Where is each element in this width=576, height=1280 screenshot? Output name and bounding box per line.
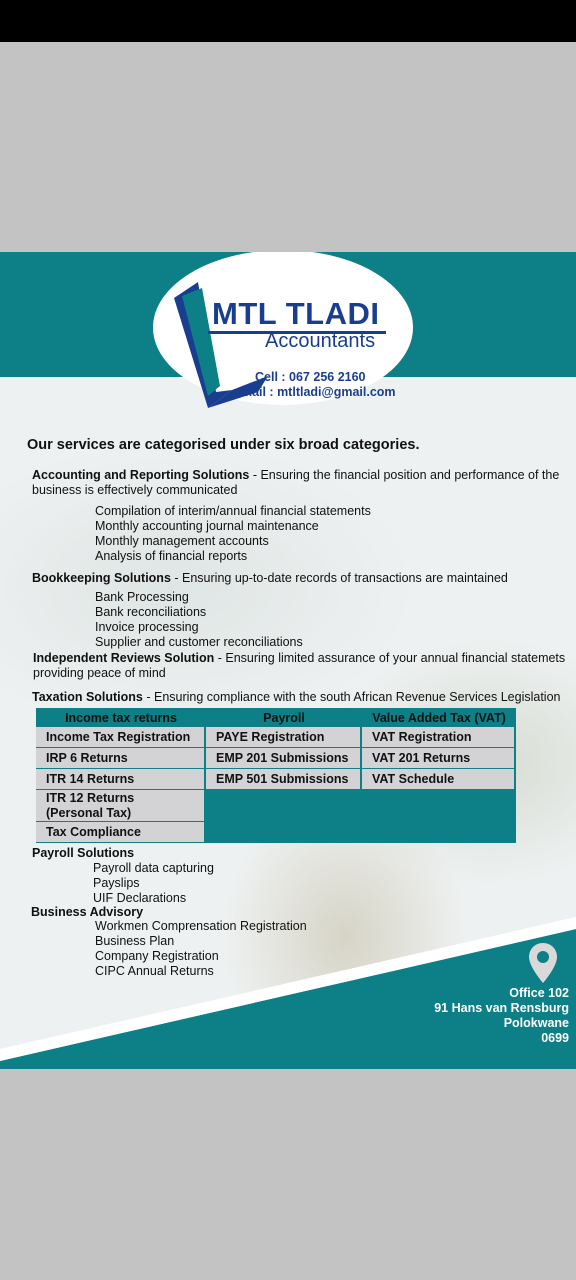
contact-email: email : mtltladi@gmail.com (234, 385, 396, 399)
list-item: Monthly management accounts (95, 534, 269, 548)
payroll-title: Payroll Solutions (32, 846, 135, 860)
list-item: Payroll data capturing (93, 861, 214, 875)
reviews-title: Independent Reviews Solution (33, 651, 215, 665)
flyer (0, 252, 576, 1069)
list-item: Compilation of interim/annual financial statements (95, 504, 371, 518)
taxation-table (36, 708, 516, 843)
table-header-row (36, 708, 516, 727)
table-cell: Income Tax Registration (36, 727, 206, 748)
table-cell: EMP 201 Submissions (206, 748, 362, 769)
reviews-desc: - Ensuring limited assurance of your annual financial statemets providing peace of mind (33, 651, 566, 680)
taxation-section (32, 690, 560, 705)
table-cell: ITR 14 Returns (36, 769, 206, 790)
table-row (36, 748, 516, 769)
table-cell: EMP 501 Submissions (206, 769, 362, 790)
status-bar (0, 0, 576, 42)
table-row (36, 769, 516, 790)
table-row (36, 727, 516, 748)
intro-heading: Our services are categorised under six broad categories. (27, 437, 420, 453)
advisory-title: Business Advisory (31, 905, 144, 919)
table-cell: VAT Registration (362, 727, 516, 748)
table-cell: Tax Compliance (36, 822, 206, 843)
accounting-title: Accounting and Reporting Solutions (32, 468, 250, 482)
list-item: Invoice processing (95, 620, 199, 634)
list-item: UIF Declarations (93, 891, 187, 905)
contact-cell: Cell : 067 256 2160 (255, 370, 366, 384)
table-header: Value Added Tax (VAT) (362, 708, 516, 727)
list-item: Company Registration (95, 949, 219, 963)
list-item: Supplier and customer reconciliations (95, 635, 303, 649)
list-item: CIPC Annual Returns (95, 964, 214, 978)
list-item: Payslips (93, 876, 140, 890)
table-cell: IRP 6 Returns (36, 748, 206, 769)
table-cell: PAYE Registration (206, 727, 362, 748)
accounting-desc: - Ensuring the financial position and performance of the business is effectively communicated (32, 468, 560, 497)
accounting-section (32, 468, 562, 498)
address-block (434, 986, 569, 1046)
table-header: Income tax returns (36, 708, 206, 727)
taxation-desc: - Ensuring compliance with the south African Revenue Services Legislation (142, 690, 561, 704)
list-item: Workmen Comprensation Registration (95, 919, 307, 933)
address-line: 0699 (541, 1031, 569, 1045)
location-pin-icon (528, 942, 558, 984)
bookkeeping-title: Bookkeeping Solutions (32, 571, 171, 585)
address-line: 91 Hans van Rensburg (434, 1001, 569, 1015)
logo-subtitle: Accountants (265, 330, 376, 352)
list-item: Analysis of financial reports (95, 549, 248, 563)
logo-title: MTL TLADI (212, 296, 380, 331)
taxation-title: Taxation Solutions (32, 690, 143, 704)
table-row (36, 790, 516, 822)
bookkeeping-section (32, 571, 508, 586)
address-line: Polokwane (503, 1016, 569, 1030)
table-cell: ITR 12 Returns (Personal Tax) (36, 790, 206, 822)
accounting-list (95, 504, 371, 564)
table-header: Payroll (206, 708, 362, 727)
list-item: Monthly accounting journal maintenance (95, 519, 319, 533)
address-line: Office 102 (509, 986, 569, 1000)
list-item: Bank Processing (95, 590, 189, 604)
reviews-section (33, 651, 569, 681)
list-item: Bank reconciliations (95, 605, 207, 619)
bookkeeping-list (95, 590, 303, 650)
table-cell: VAT Schedule (362, 769, 516, 790)
list-item: Business Plan (95, 934, 175, 948)
table-cell: VAT 201 Returns (362, 748, 516, 769)
advisory-list (95, 919, 307, 979)
bookkeeping-desc: - Ensuring up-to-date records of transactions are maintained (170, 571, 508, 585)
table-empty-cell (206, 790, 516, 843)
